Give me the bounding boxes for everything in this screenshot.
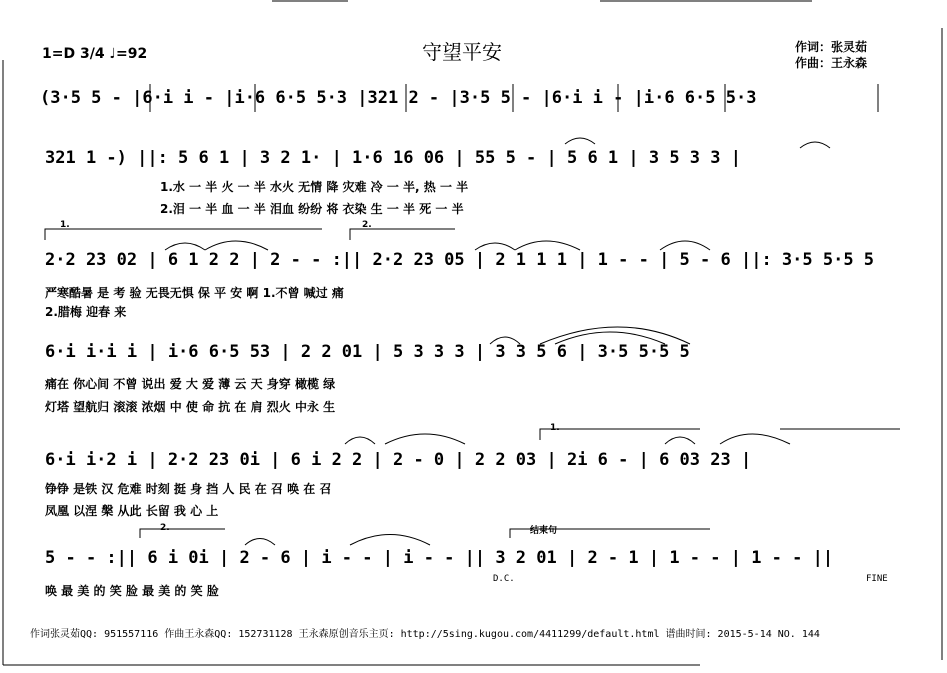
score-row-5-lyrics-verse-1: 铮铮 是铁 汉 危难 时刻 挺 身 挡 人 民 在 召 唤 在 召 (45, 482, 332, 496)
key-meter-tempo: 1=D 3/4 ♩=92 (42, 46, 148, 62)
score-row-2-lyrics-verse-2: 2.泪 一 半 血 一 半 泪血 纷纷 将 衣染 生 一 半 死 一 半 (160, 202, 464, 216)
score-row-4-lyrics-verse-1: 痛在 你心间 不曾 说出 爱 大 爱 薄 云 天 身穿 橄榄 绿 (45, 377, 336, 391)
song-title: 守望平安 (422, 40, 502, 64)
score-row-6-notes: 5 - - :|| 6 i 0i | 2 - 6 | i - - | i - - || 3 2 01 | 2 - 1 | 1 - - | 1 - - || (45, 548, 834, 568)
score-row-6-lyrics: 唤 最 美 的 笑 脸 最 美 的 笑 脸 (45, 584, 219, 598)
score-row-2-notes: 321 1 -) ||: 5 6 1 | 3 2 1· | 1·6 16 06 | 55 5 - | 5 6 1 | 3 5 3 3 | (45, 148, 741, 168)
score-row-4-notes: 6·i i·i i | i·6 6·5 53 | 2 2 01 | 5 3 3 3 | 3 3 5 6 | 3·5 5·5 5 (45, 342, 690, 362)
score-row-3-lyrics-verse-1: 严寒酷暑 是 考 验 无畏无惧 保 平 安 啊 1.不曾 喊过 痛 (45, 286, 344, 300)
lyricist-credit: 作词：张灵茹 (795, 40, 868, 54)
dc-marking: D.C. (493, 574, 515, 584)
score-row-5-notes: 6·i i·2 i | 2·2 23 0i | 6 i 2 2 | 2 - 0 | 2 2 03 | 2i 6 - | 6 03 23 | (45, 450, 752, 470)
volta-1-label-row-5: 1. (550, 423, 560, 433)
score-row-1-notes: (3·5 5 - |6·i i - |i·6 6·5 5·3 |321 2 - |3·5 5 - |6·i i - |i·6 6·5 5·3 (40, 88, 757, 108)
volta-2-label: 2. (362, 220, 372, 230)
fine-marking: FINE (866, 574, 888, 584)
score-row-2-lyrics-verse-1: 1.水 一 半 火 一 半 水火 无情 降 灾难 冷 一 半, 热 一 半 (160, 180, 469, 194)
coda-label: 结束句 (530, 526, 558, 536)
volta-2-label-row-6: 2. (160, 523, 170, 533)
score-row-4-lyrics-verse-2: 灯塔 望航归 滚滚 浓烟 中 使 命 抗 在 肩 烈火 中永 生 (45, 400, 336, 414)
score-row-5-lyrics-verse-2: 凤凰 以涅 槃 从此 长留 我 心 上 (45, 504, 219, 518)
volta-1-label: 1. (60, 220, 70, 230)
composer-credit: 作曲：王永森 (795, 56, 868, 70)
footer-info: 作词张灵茹QQ: 951557116 作曲王永森QQ: 152731128 王永森原创音乐主页: http://5sing.kugou.com/4411299/default.html 谱曲时间: 2015-5-14 NO. 144 (30, 629, 820, 640)
score-row-3-lyrics-verse-2: 2.腊梅 迎春 来 (45, 305, 127, 319)
score-row-3-notes: 2·2 23 02 | 6 1 2 2 | 2 - - :|| 2·2 23 05 | 2 1 1 1 | 1 - - | 5 - 6 ||: 3·5 5·5 5 (45, 250, 875, 270)
